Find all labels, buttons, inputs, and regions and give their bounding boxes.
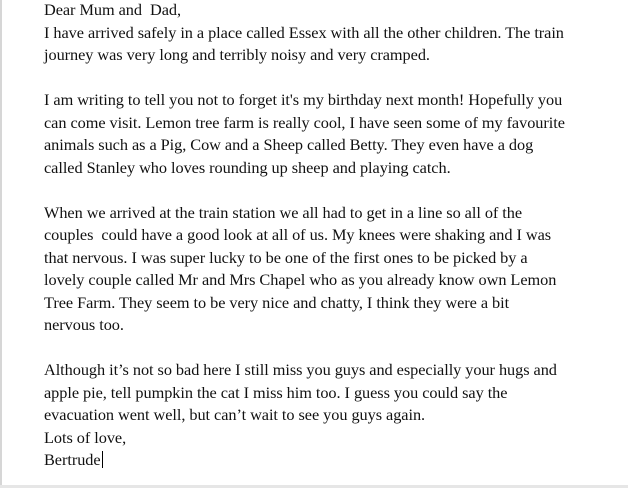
closing-line: Lots of love, (44, 427, 127, 447)
paragraph-birthday (44, 89, 626, 179)
paragraph-missing-home (44, 359, 626, 427)
text-line: Tree Farm. They seem to be very nice and chatty, I think they were a bit (44, 292, 510, 312)
text-line: couples could have a good look at all of us. My knees were shaking and I was (44, 225, 552, 244)
blank-line (44, 179, 626, 202)
paragraph-arrival (44, 22, 626, 67)
text-line: I have arrived safely in a place called Essex with all the other children. The train (44, 22, 564, 42)
text-line: animals such as a Pig, Cow and a Sheep called Betty. They even have a dog (44, 135, 534, 154)
text-line: can come visit. Lemon tree farm is really cool, I have seen some of my favourite (44, 112, 565, 132)
text-line: apple pie, tell pumpkin the cat I miss him too. I guess you could say the (44, 382, 508, 402)
text-line: evacuation went well, but can’t wait to see you guys again. (44, 405, 426, 424)
paragraph-station (44, 202, 626, 337)
text-line: When we arrived at the train station we all had to get in a line so all of the (44, 202, 523, 222)
signature-text: Bertrude (44, 450, 101, 469)
text-line: called Stanley who loves rounding up sheep and playing catch. (44, 157, 451, 177)
blank-line (44, 337, 626, 360)
text-line: Although it’s not so bad here I still miss you guys and especially your hugs and (44, 360, 557, 379)
text-line: lovely couple called Mr and Mrs Chapel who as you already know own Lemon (44, 270, 557, 289)
letter-body[interactable] (44, 0, 626, 472)
signature-line (44, 449, 626, 472)
text-line: I am writing to tell you not to forget it's my birthday next month! Hopefully you (44, 90, 563, 109)
page-left-edge (0, 0, 2, 488)
greeting-line: Dear Mum and Dad, (44, 0, 181, 19)
text-line: journey was very long and terribly noisy and very cramped. (44, 45, 430, 64)
blank-line (44, 67, 626, 90)
text-line: that nervous. I was super lucky to be one of the first ones to be picked by a (44, 247, 528, 267)
text-cursor (102, 451, 103, 468)
text-line: nervous too. (44, 315, 124, 334)
